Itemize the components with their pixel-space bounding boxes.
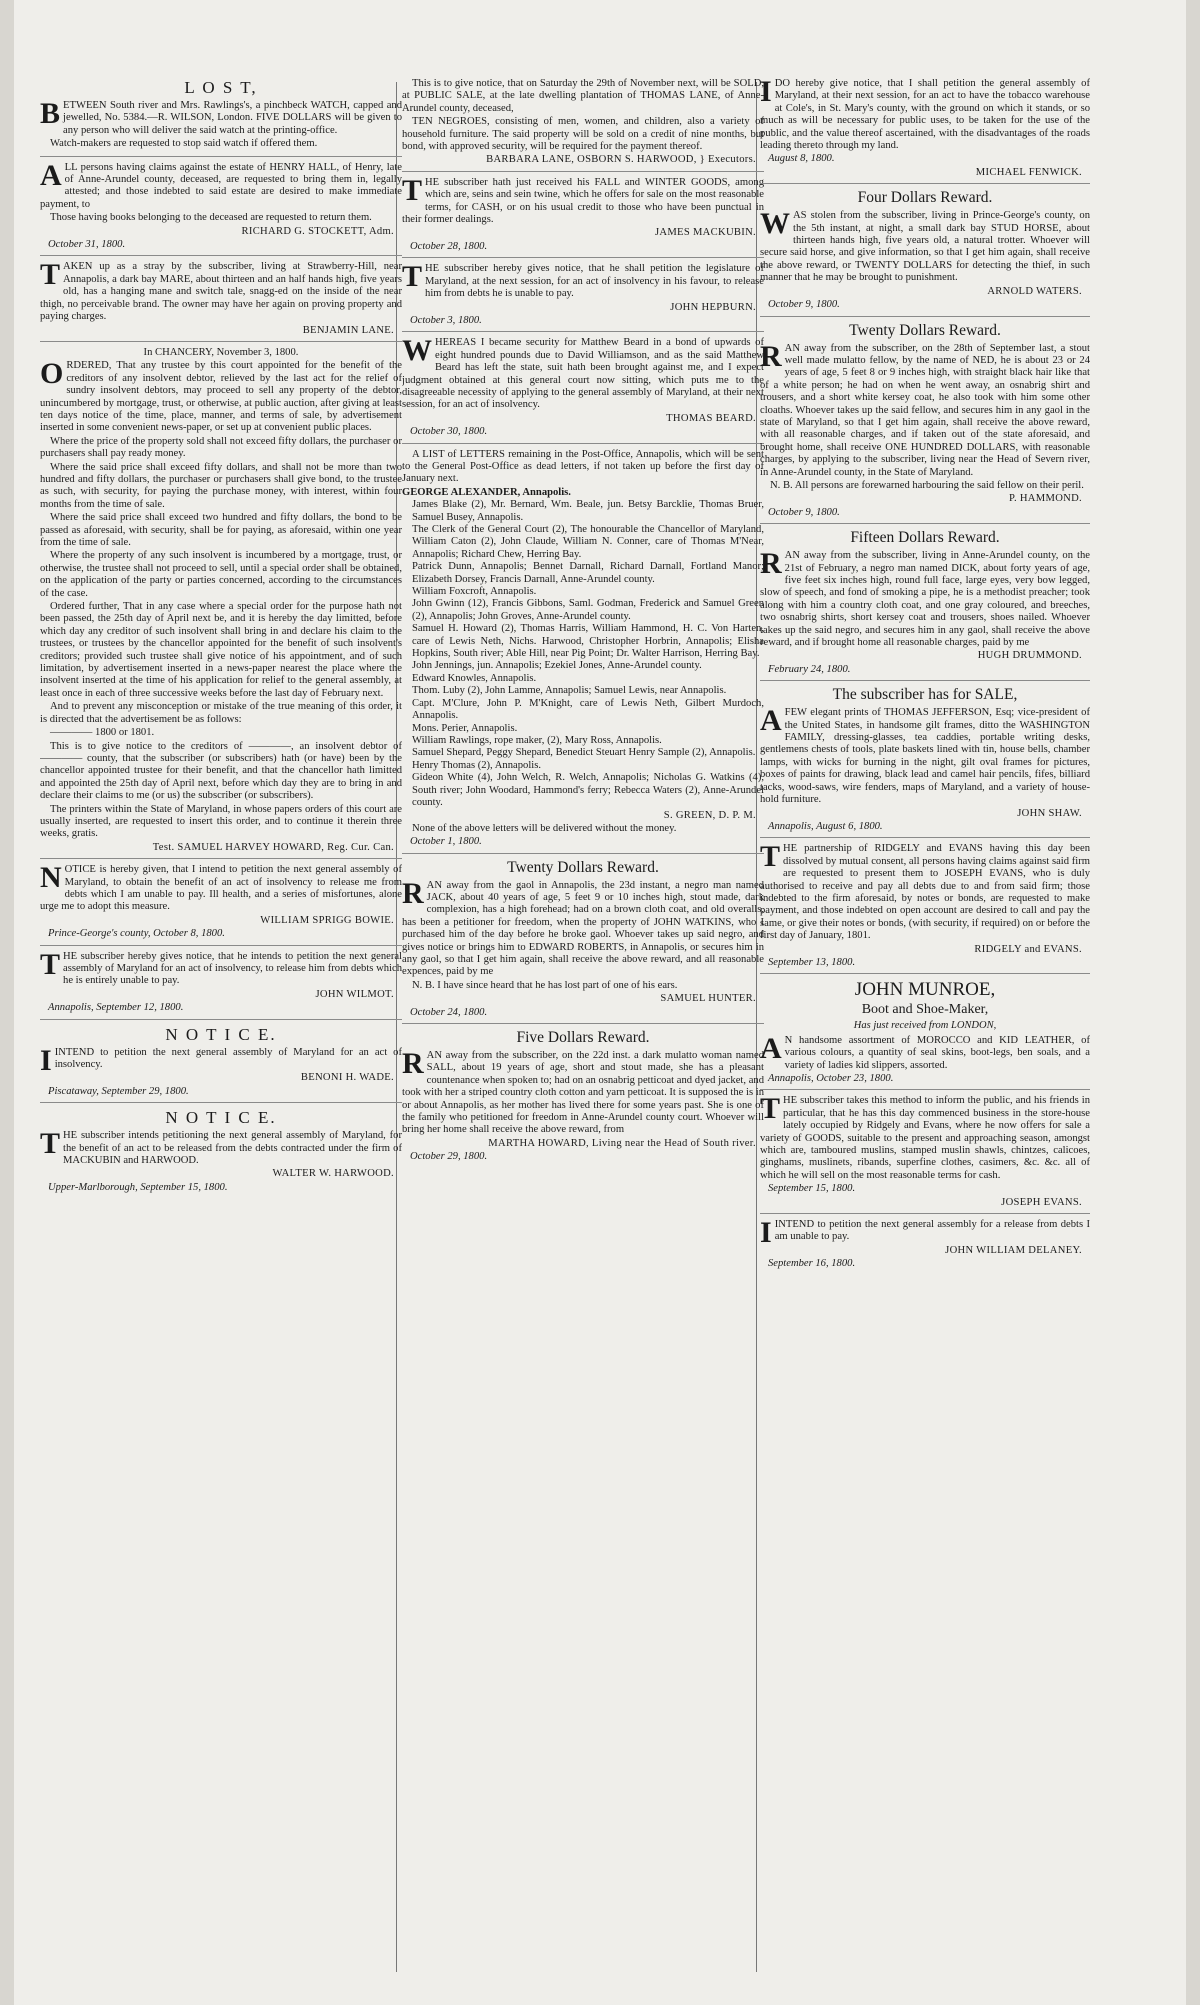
ad-date: February 24, 1800. [768,663,851,675]
advertisement [40,861,402,945]
ad-heading: Twenty Dollars Reward. [507,858,659,876]
ad-date: October 1, 1800. [410,836,482,848]
paragraph-text: Where the property of any such insolvent is incumbered by a mortgage, trust, or otherwise, the trustee shall not proceed to sell, until a special order shall be obtained, on the application of the party or parties concerned, according to the circumstances of the case. [40,550,402,599]
advertisement [402,1029,764,1168]
ad-heading: N O T I C E. [165,1024,277,1044]
ad-heading: The subscriber has for SALE, [832,686,1018,704]
drop-cap: I [40,1043,52,1077]
ad-date: September 15, 1800. [768,1183,856,1195]
ad-paragraph [402,876,764,979]
ad-signature: Test. SAMUEL HARVEY HOWARD, Reg. Cur. Can. [152,841,394,853]
advertisement [402,859,764,1024]
paragraph-text: Ordered further, That in any case where a special order for the purpose hath not been passed, the 25th day of April next be, and it is hereby the day limitted, before which day any creditor of such insolvent shall bring in and declare his claim to the trustees, or trustees by the chancellor appointed for the benefit of such insolvent's creditors; provided such trustee shall give notice of his appointment, and of such limitation, by advertisement inserted in a news-paper nearest the place where the insolvent inserted at the time of his application for relief to the general assembly, at least once in each of three successive weeks before the last day of February next. [40,601,402,699]
paragraph-text: N. B. All persons are forewarned harbouring the said fellow on their peril. [770,479,1084,491]
paragraph-text: This is to give notice, that on Saturday the 29th of November next, will be SOLD, at PUBLIC SALE, at the late dwelling plantation of THOMAS LANE, of Anne-Arundel county, deceased, [402,78,764,114]
ad-note: None of the above letters will be delivered without the money. [412,822,677,834]
ad-date: August 8, 1800. [768,153,835,165]
paragraph-text: HE subscriber hath just received his FALL and WINTER GOODS, among which are, seins and sein twine, which he offers for sale on the most reasonable terms, for CASH, or on his usual credit to those who have been punctual in their former dealings. [402,176,764,226]
list-item: William Foxcroft, Annapolis. [412,586,537,598]
paragraph-text: HEREAS I became security for Matthew Beard in a bond of upwards of eight hundred pounds due to David Williamson, and as the said Matthew Beard has left the state, suit hath been brought against me, and I expect judgment obtained at this general court now sitting, which puts me to the disagreeable necessity of applying to the general assembly of Maryland, at their next session, for an act of insolvency. [402,337,764,411]
drop-cap: T [402,260,423,294]
advertisement [40,347,402,859]
paragraph-text: AN away from the gaol in Annapolis, the 23d instant, a negro man named JACK, about 40 years of age, 5 feet 9 or 10 inches high, stout made, dark complexion, has a high forehead; had on a brown cloth coat, and old overalls, has been a petitioner for freedom, when the property of JOHN WATKINS, who I purchased him of the day before he broke gaol. Whoever takes up said negro, and gives notice or brings him to EDWARD ROBERTS, in Annapolis, or secures him in any gaol, so that I get him again, shall receive the above reward, and all reasonable expences, paid by me [402,879,764,978]
paragraph-text: AN away from the subscriber, living in Anne-Arundel county, on the 21st of February, a negro man named DICK, about forty years of age, five feet six inches high, round full face, large eyes, very bow legged, slow of speech, and fond of smoking a pipe, he is a methodist preacher; took along with him a country cloth coat, and one gray coloured, and breeches, two osnabrig shirts, short kersey coat and trousers, shoes nailed. Whoever takes up the said negro, and secures him in any gaol, shall receive the above reward, and if brought home all reasonable charges, paid by me [760,550,1090,649]
list-item: Mons. Perier, Annapolis. [412,722,518,734]
ad-signature: WILLIAM SPRIGG BOWIE. [260,914,394,926]
list-item: John Gwinn (12), Francis Gibbons, Saml. Godman, Frederick and Samuel Green (2), Annapolis; John Groves, Anne-Arundel county. [412,598,764,622]
drop-cap: W [402,334,432,368]
column-3 [760,78,1090,1978]
ad-date: Upper-Marlborough, September 15, 1800. [48,1181,228,1193]
list-item: Samuel Shepard, Peggy Shepard, Benedict Steuart Henry Sample (2), Annapolis. [412,747,756,759]
ad-paragraph [760,1031,1090,1072]
ad-signature: P. HAMMOND. [1008,493,1082,505]
ad-signature: SAMUEL HUNTER. [660,993,756,1005]
paragraph-text: INTEND to petition the next general assembly for a release from debts I am unable to pay. [774,1219,1090,1243]
ad-paragraph [40,512,402,549]
ad-paragraph [40,741,402,803]
advertisement [40,258,402,341]
paragraph-text: TEN NEGROES, consisting of men, women, and children, also a variety of household furniture. The said property will be sold on a credit of nine months, but bond, with approved security, will be required for the payment thereof. [402,116,764,153]
ad-paragraph [40,727,402,739]
ad-signature: BARBARA LANE, OSBORN S. HARWOOD, } Executors. [486,154,756,166]
paragraph-text: DO hereby give notice, that I shall petition the general assembly of Maryland, at their next session, for an act to have the tobacco warehouse at Cole's, in St. Mary's county, with the ground on which it stands, or so much as will be necessary for public uses, to be taken for the use of the public, and the value thereof ascertained, with the disadvantages of the roads leading thereto through my land. [760,78,1090,152]
ad-signature: MICHAEL FENWICK. [975,166,1082,178]
ad-intro: A LIST of LETTERS remaining in the Post-Office, Annapolis, which will be sent to the General Post-Office as dead letters, if not taken up before the first day of January next. [402,448,764,485]
ad-date: October 31, 1800. [48,239,126,251]
drop-cap: A [760,704,782,738]
ad-date: September 16, 1800. [768,1258,856,1270]
list-item: Gideon White (4), John Welch, R. Welch, Annapolis; Nicholas G. Watkins (4), South river; John Woodard, Hammond's ferry; Rebecca Waters (2), Anne-Arundel county. [412,772,764,808]
drop-cap: R [402,876,424,910]
advertisement [40,78,402,157]
list-item: Capt. M'Clure, John P. M'Knight, care of Lewis Neth, Gilbert Murdoch, Annapolis. [412,697,764,722]
ad-paragraph [40,701,402,726]
list-item: GEORGE ALEXANDER, Annapolis. [402,486,571,498]
ad-paragraph [402,260,764,300]
paragraph-text: Where the said price shall exceed fifty dollars, and shall not be more than two hundred and fifty dollars, the purchaser or purchasers shall give bond, to the trustee as such, with security, for paying the purchase money, with interest, within four months from the time of sale. [40,461,402,510]
ad-paragraph [40,1043,402,1077]
advertisement [760,979,1090,1090]
advertisement [760,1216,1090,1275]
ad-signature: MARTHA HOWARD, Living near the Head of South river. [488,1137,756,1149]
ad-paragraph [40,258,402,323]
ad-paragraph [402,173,764,227]
ad-signature: ARNOLD WATERS. [987,285,1082,297]
ad-date: Annapolis, October 23, 1800. [768,1073,894,1084]
ad-paragraph [402,1047,764,1137]
drop-cap: O [40,357,64,391]
drop-cap: T [760,840,781,874]
paragraph-text: The printers within the State of Maryland, in whose papers orders of this court are usually inserted, are requested to insert this order, and to continue it therein three weeks, gratis. [40,803,402,840]
ad-signature: S. GREEN, D. P. M. [663,810,756,822]
ad-signature: THOMAS BEARD. [666,412,756,424]
advertisement [760,686,1090,838]
drop-cap: T [40,947,61,981]
paragraph-text: AN away from the subscriber, on the 22d inst. a dark mulatto woman named SALL, about 19 years of age, short and stout made, she has a pleasant countenance when spoken to; had on an osnabrig petticoat and dyed jacket, and took with her a striped country cloth cotton and yarn petticoat. It is supposed the is in or about Annapolis, as her mother has lived there for some years past. She is one of the family who petitioned for freedom in Anne-Arundel county court. Whoever will bring her home shall receive the above reward, from [402,1050,764,1136]
ad-paragraph [760,840,1090,942]
paragraph-text: N handsome assortment of MOROCCO and KID LEATHER, of various colours, a quantity of seal skins, boot-legs, ben soals, and a variety of ladies kid slippers, assorted. [784,1034,1090,1071]
drop-cap: R [402,1047,424,1081]
ad-heading: N O T I C E. [165,1108,277,1128]
ad-date: Annapolis, August 6, 1800. [768,820,883,832]
paragraph-text: N. B. I have since heard that he has lost part of one of his ears. [412,979,678,991]
drop-cap: T [40,1127,61,1161]
ad-paragraph [40,947,402,988]
list-item: James Blake (2), Mr. Bernard, Wm. Beale, jun. Betsy Barcklie, Thomas Bruer, Samuel Busey, Annapolis. [412,499,764,523]
paragraph-text: Where the price of the property sold shall not exceed fifty dollars, the purchaser or purchasers shall pay ready money. [40,435,402,460]
drop-cap: T [760,1092,781,1126]
paragraph-text: AN away from the subscriber, on the 28th of September last, a stout well made mulatto fellow, by the name of NED, he is about 23 or 24 years of age, 5 feet 8 or 9 inches high, with straight black hair like that of a white person; he had on when he went away, an osnabrig shirt and trousers, and a short white kersey coat, he also took with him some other cloaths. Whoever takes up the said fellow, and secures him in any gaol in the state of Maryland, so that I get him again, shall receive the above reward, with all reasonable charges, and if taken out of the state aforesaid, and brought home, shall receive ONE HUNDRED DOLLARS, with reasonable charges, by applying to the subscriber, living near the Head of Severn river, in Anne-Arundel county, in the State of Maryland. [760,342,1090,478]
ad-date: October 29, 1800. [410,1151,488,1163]
ad-date: October 28, 1800. [410,240,488,252]
drop-cap: T [40,258,61,292]
list-item: Thom. Luby (2), John Lamme, Annapolis; Samuel Lewis, near Annapolis. [412,685,727,697]
page-edge-right [1186,0,1200,2005]
ad-signature: RICHARD G. STOCKETT, Adm. [241,225,394,237]
ad-date: October 3, 1800. [410,314,482,326]
ad-date: September 13, 1800. [768,956,856,968]
ad-paragraph [40,861,402,914]
advertisement [402,260,764,332]
ad-paragraph [760,1092,1090,1182]
ad-paragraph [40,462,402,512]
ad-date: Prince-George's county, October 8, 1800. [48,928,225,940]
paragraph-text: Watch-makers are requested to stop said watch if offered them. [50,138,318,150]
ad-heading: Fifteen Dollars Reward. [850,529,1000,547]
ad-paragraph [40,138,402,150]
paragraph-text: LL persons having claims against the estate of HENRY HALL, of Henry, late of Anne-Arundel county, deceased, are requested to bring them in, legally attested; and those indebted to said estate are desired to make immediate payment, to [40,161,402,210]
list-item: John Jennings, jun. Annapolis; Ezekiel Jones, Anne-Arundel county. [412,660,702,672]
advertisement [402,449,764,854]
ad-paragraph [760,78,1090,152]
list-item: Patrick Dunn, Annapolis; Bennet Darnall, Richard Darnall, Fortland Manor; Elizabeth Dorsey, Francis Darnall, Anne-Arundel county. [412,561,764,585]
list-item: William Rawlings, rope maker, (2), Mary Ross, Annapolis. [412,734,662,746]
drop-cap: R [760,547,782,581]
paragraph-text: HE partnership of RIDGELY and EVANS having this day been dissolved by mutual consent, all persons having claims against said firm are requested to present them to JOSEPH EVANS, who is duly authorised to receive and pay all debts due to and from said firm; those indebted to the firm aforesaid, by notes or bonds, are requested to make payment, and those indebted on open account are desired to call and pay the same, or give their notes or bonds, (with security, if required) on or before the first day of January, 1801. [760,843,1090,942]
paragraph-text: AS stolen from the subscriber, living in Prince-George's county, on the 5th instant, at night, a small dark bay STUD HORSE, about thirteen hands high, five years old, a natural trotter. Whoever will secure said horse, and give information, so that I get him again, shall receive the above reward, or TWENTY DOLLARS for detecting the thief, in such manner that he may be brought to punishment. [760,210,1090,284]
advertisement [760,840,1090,974]
ad-paragraph [40,212,402,224]
letters-list [402,487,764,810]
paragraph-text: FEW elegant prints of THOMAS JEFFERSON, Esq; vice-president of the United States, in handsome gilt frames, ditto the WASHINGTON FAMILY, dressing-glasses, tea caddies, portable writing desks, gentlemens chests of tools, plate baskets lined with tin, house bells, chamber lamps, with wicks for burning in the night, gilt oval frames for pictures, boxes of paints for drawing, black lead and camel hair pencils, fifes, billiard tacks, wood-saws, wire fenders, maps of Maryland, and a variety of house-hold furniture. [760,707,1090,806]
paragraph-text: HE subscriber intends petitioning the next general assembly of Maryland, for the benefit of an act to be released from the debts contracted under the firm of MACKUBIN and HARWOOD. [63,1130,402,1167]
ad-paragraph [40,804,402,841]
ad-date: October 9, 1800. [768,299,840,311]
drop-cap: A [40,158,62,192]
ad-paragraph [402,116,764,153]
ad-signature: BENONI H. WADE. [300,1072,394,1084]
ad-heading: JOHN MUNROE, [854,979,996,1001]
ad-paragraph [40,1127,402,1167]
advertisement [760,78,1090,184]
drop-cap: R [760,339,782,373]
ad-signature: JOHN WILMOT. [315,988,394,1000]
ad-paragraph [402,78,764,115]
ad-signature: JOSEPH EVANS. [1001,1196,1082,1208]
paragraph-text: HE subscriber hereby gives notice, that he shall petition the legislature of Maryland, at the next session, for an act of insolvency in his favour, to release him from debts he is unable to pay. [425,263,764,300]
ad-subline: Has just received from LONDON, [853,1020,997,1032]
ad-date: October 30, 1800. [410,426,488,438]
advertisement [760,1092,1090,1214]
paragraph-text: RDERED, That any trustee by this court appointed for the benefit of the creditors of any insolvent debtor, relieved by the last act for the relief of sundry insolvent debtors, may proceed to sell any property of the debtor, unincumbered by mortgage, trust, or otherwise, at public auction, after giving at least ten days notice of the time, place, manner, and terms of sale, by advertisement inserted in some convenient news-paper, or set up at convenient public places. [40,360,402,434]
page-edge-left [0,0,14,2005]
paragraph-text: HE subscriber hereby gives notice, that he intends to petition the next general assembly of Maryland for an act of insolvency, to release him from debts which he is entirely unable to pay. [63,950,402,987]
paragraph-text: Those having books belonging to the deceased are requested to return them. [50,212,372,224]
column-2 [402,78,764,1978]
ad-paragraph [760,480,1090,492]
paragraph-text: AKEN up as a stray by the subscriber, living at Strawberry-Hill, near Annapolis, a dark bay MARE, about thirteen and an half hands high, five years old, has a hanging mane and switch tale, snagg-ed on the inside of the near thigh, no perceivable brand. The owner may have her again on proving property and paying charges. [40,261,402,323]
advertisement [760,529,1090,681]
column-1 [40,78,402,1978]
paragraph-text: OTICE is hereby given, that I intend to petition the next general assembly of Maryland, to obtain the benefit of an act of insolvency to release me from debts which I am unable to pay. Ill health, and a series of misfortunes, alone urge me to adopt this measure. [40,864,402,913]
paragraph-text: ———— 1800 or 1801. [50,727,155,739]
ad-date: October 9, 1800. [768,506,840,518]
advertisement [402,173,764,258]
ad-signature: JOHN HEPBURN. [670,301,756,313]
ad-paragraph [40,97,402,137]
ad-paragraph [40,158,402,212]
ad-subheading: Boot and Shoe-Maker, [861,1002,989,1018]
advertisement [40,1025,402,1104]
ad-paragraph [40,436,402,461]
ad-paragraph [40,601,402,700]
paragraph-text: This is to give notice to the creditors of ————, an insolvent debtor of ———— county, that the subscriber (or subscribers) hath (or have) been by the chancellor appointed trustee for their benefit, and that the chancellor hath limitted and appointed the 25th day of April next, before which day they are to bring in and declare their claims to me (or us) the subscriber (or subscribers). [40,740,402,802]
ad-heading: L O S T, [184,78,258,97]
ad-heading: Five Dollars Reward. [516,1029,650,1047]
ad-paragraph [402,334,764,411]
ad-paragraph [402,980,764,992]
ad-signature: JOHN WILLIAM DELANEY. [945,1244,1082,1256]
advertisement [402,334,764,443]
advertisement [760,322,1090,525]
list-item: Henry Thomas (2), Annapolis. [412,759,541,771]
paragraph-text: INTEND to petition the next general assembly of Maryland for an act of insolvency. [54,1046,402,1071]
advertisement [40,1108,402,1198]
advertisement [40,158,402,257]
drop-cap: B [40,97,61,130]
list-item: The Clerk of the General Court (2), The honourable the Chancellor of Maryland, William Caton (2), John Claude, William N. Conner, care of Thomas M'Near, Annapolis; Richard Chew, Herring Bay. [412,524,764,560]
ad-date: Annapolis, September 12, 1800. [48,1002,184,1014]
ad-paragraph [760,547,1090,649]
list-item: Samuel H. Howard (2), Thomas Harris, William Hammond, H. C. Von Harten, care of Lewis Neth, Nichs. Harwood, Christopher Horbrin, Annapolis; Elisha Hopkins, South river; Able Hill, near Pig Point; Dr. Walter Harrison, Herring Bay. [412,623,764,660]
advertisement [402,78,764,172]
ad-paragraph [760,704,1090,806]
drop-cap: A [760,1031,782,1065]
advertisement [760,189,1090,316]
drop-cap: T [402,173,423,207]
ad-paragraph [40,357,402,434]
ad-signature: JOHN SHAW. [1017,807,1082,819]
paragraph-text: Where the said price shall exceed two hundred and fifty dollars, the bond to be passed as aforesaid, with security, shall be for paying, as aforesaid, within one year from the time of sale. [40,512,402,548]
ad-paragraph [40,550,402,600]
ad-paragraph [760,339,1090,479]
paragraph-text: ETWEEN South river and Mrs. Rawlings's, a pinchbeck WATCH, capped and jewelled, No. 5384.—R. WILSON, London. FIVE DOLLARS will be given to any person who will deliver the said watch at the printing-office. [63,100,402,136]
ad-heading: Four Dollars Reward. [857,189,993,207]
ad-heading: Twenty Dollars Reward. [849,321,1001,339]
drop-cap: N [40,861,62,895]
ad-signature: WALTER W. HARWOOD. [272,1168,394,1180]
ad-signature: HUGH DRUMMOND. [977,650,1082,662]
advertisement [40,947,402,1020]
list-item: Edward Knowles, Annapolis. [412,672,537,684]
ad-signature: JAMES MACKUBIN. [654,227,756,239]
ad-paragraph [760,207,1090,284]
ad-signature: RIDGELY and EVANS. [974,943,1082,955]
drop-cap: I [760,78,772,108]
drop-cap: I [760,1216,772,1250]
paragraph-text: And to prevent any misconception or mistake of the true meaning of this order, it is directed that the advertisement be as follows: [40,701,402,725]
ad-dateline: In CHANCERY, November 3, 1800. [143,346,299,358]
ad-date: Piscataway, September 29, 1800. [48,1085,189,1097]
ad-date: October 24, 1800. [410,1006,488,1018]
paragraph-text: HE subscriber takes this method to inform the public, and his friends in particular, that he has this day commenced business in the store-house lately occupied by Ridgely and Evans, where he now offers for sale a variety of GOODS, suitable to the present and approaching season, amongst which are, tamboured muslins, stamped muslin shawls, chintzes, calicoes, ginghams, muslinets, ribands, superfine clothes, casimers, &c. &c. all of which he will sell on the most reasonable terms for cash. [760,1095,1090,1181]
drop-cap: W [760,207,790,241]
ad-signature: BENJAMIN LANE. [302,324,394,336]
